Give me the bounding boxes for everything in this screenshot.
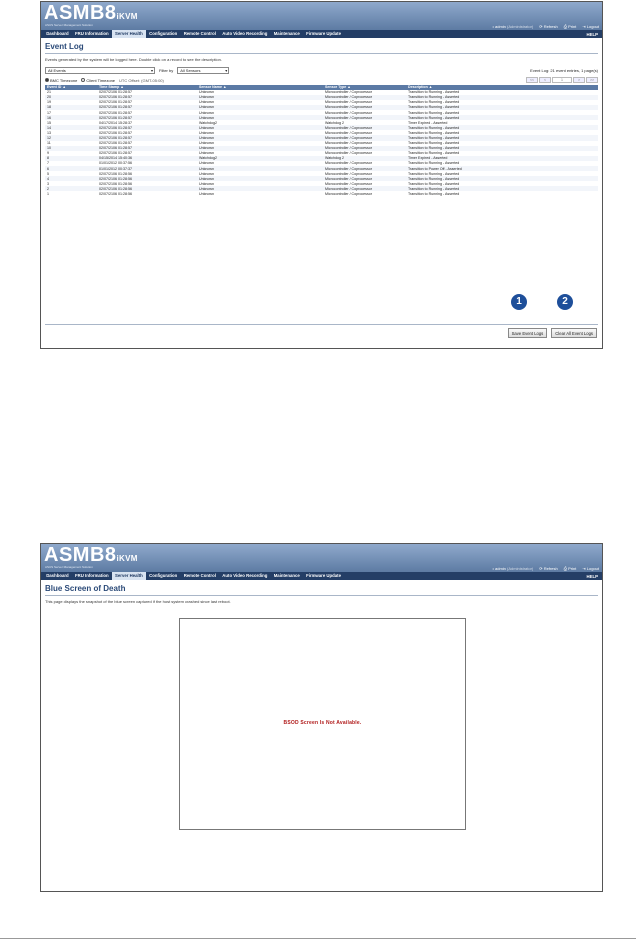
logout-link[interactable]: ⇥ Logout bbox=[582, 24, 599, 29]
cell-sensor-type: Microcontroller / Coprocessor bbox=[323, 105, 406, 110]
cell-event-id: 19 bbox=[47, 100, 51, 105]
cell-time-stamp: 02/07/2106 01:28:56 bbox=[99, 192, 132, 197]
cell-time-stamp: 01/01/2012 00:37:37 bbox=[97, 166, 197, 171]
cell-time-stamp: 02/07/2106 01:28:56 bbox=[97, 186, 197, 191]
cell-sensor-type: Microcontroller / Coprocessor bbox=[325, 100, 372, 105]
tab-dashboard[interactable]: Dashboard bbox=[46, 573, 69, 578]
cell-description: Timer Expired - Asserted bbox=[406, 156, 598, 161]
cell-time-stamp: 02/07/2106 01:28:56 bbox=[99, 171, 132, 176]
callout-2: 2 bbox=[557, 294, 573, 310]
cell-sensor-name: Unknown bbox=[197, 105, 323, 110]
bottom-divider bbox=[45, 324, 598, 325]
logo: ASMB8iKVM bbox=[44, 544, 138, 566]
cell-sensor-type: Microcontroller / Coprocessor bbox=[323, 125, 406, 130]
tab-server-health[interactable]: Server Health bbox=[112, 572, 146, 580]
cell-time-stamp: 02/07/2106 01:28:57 bbox=[99, 141, 132, 146]
logo: ASMB8iKVM bbox=[44, 2, 138, 24]
cell-time-stamp: 02/07/2106 01:28:57 bbox=[99, 151, 132, 156]
tab-remote-control[interactable]: Remote Control bbox=[183, 573, 216, 578]
cell-description: Transition to Running - Asserted bbox=[406, 176, 598, 181]
cell-sensor-name: Unknown bbox=[197, 115, 323, 120]
column-header-event-id[interactable]: Event ID ▲ bbox=[45, 85, 97, 90]
filter-by-label: Filter by bbox=[159, 68, 174, 73]
cell-event-id: 6 bbox=[45, 166, 97, 171]
action-buttons bbox=[508, 328, 597, 338]
cell-event-id: 20 bbox=[45, 95, 97, 100]
main-nav bbox=[41, 30, 602, 38]
cell-event-id: 5 bbox=[47, 171, 49, 176]
tagline: ASUS Server Management Solution bbox=[45, 565, 93, 569]
cell-event-id: 12 bbox=[45, 135, 97, 140]
cell-event-id: 7 bbox=[47, 161, 49, 166]
page-footer-divider bbox=[0, 938, 636, 939]
cell-sensor-name: Unknown bbox=[199, 90, 214, 95]
cell-sensor-name: Unknown bbox=[197, 166, 323, 171]
cell-sensor-type: Microcontroller / Coprocessor bbox=[325, 110, 372, 115]
cell-sensor-type: Microcontroller / Coprocessor bbox=[323, 176, 406, 181]
event-type-select[interactable]: All Events ▾ bbox=[45, 67, 155, 74]
cell-description: Transition to Running - Asserted bbox=[406, 135, 598, 140]
cell-time-stamp: 02/07/2106 01:28:57 bbox=[99, 130, 132, 135]
tab-fru-information[interactable]: FRU Information bbox=[75, 573, 109, 578]
column-header-sensor-type[interactable]: Sensor Type ▲ bbox=[323, 85, 406, 90]
cell-sensor-name: Unknown bbox=[199, 110, 214, 115]
column-header-sensor-name[interactable]: Sensor Name ▲ bbox=[197, 85, 323, 90]
cell-sensor-name: Unknown bbox=[197, 146, 323, 151]
cell-time-stamp: 02/07/2106 01:28:57 bbox=[99, 110, 132, 115]
radio-checked-icon bbox=[45, 78, 49, 82]
main-nav bbox=[41, 572, 602, 580]
bsod-snapshot-frame bbox=[179, 618, 466, 830]
tagline: ASUS Server Management Solution bbox=[45, 23, 93, 27]
cell-time-stamp: 02/07/2106 01:28:57 bbox=[97, 105, 197, 110]
cell-description: Transition to Running - Asserted bbox=[406, 105, 598, 110]
cell-sensor-type: Microcontroller / Coprocessor bbox=[323, 146, 406, 151]
cell-event-id: 16 bbox=[45, 115, 97, 120]
cell-sensor-name: Unknown bbox=[199, 181, 214, 186]
cell-sensor-type: Watchdog 2 bbox=[323, 156, 406, 161]
cell-time-stamp: 02/07/2106 01:28:57 bbox=[97, 115, 197, 120]
clear-all-event-logs-button[interactable]: Clear All Event Logs bbox=[551, 328, 597, 338]
event-log-body bbox=[45, 90, 598, 197]
cell-sensor-type: Microcontroller / Coprocessor bbox=[325, 141, 372, 146]
cell-time-stamp: 02/07/2106 01:28:56 bbox=[99, 181, 132, 186]
cell-sensor-name: Watchdog2 bbox=[197, 156, 323, 161]
prev-page-button[interactable]: < bbox=[539, 77, 551, 83]
cell-sensor-type: Microcontroller / Coprocessor bbox=[325, 192, 372, 197]
filter-row bbox=[41, 65, 602, 76]
cell-event-id: 14 bbox=[45, 125, 97, 130]
page-title: Blue Screen of Death bbox=[45, 584, 126, 593]
callout-1: 1 bbox=[511, 294, 527, 310]
cell-description: Transition to Running - Asserted bbox=[408, 192, 460, 197]
page-description: This page displays the snapshot of the blue screen captured if the host system crashed since last reboot. bbox=[45, 599, 231, 604]
cell-time-stamp: 04/17/2014 15:28:37 bbox=[99, 120, 132, 125]
event-log-screenshot bbox=[40, 1, 603, 349]
bsod-screenshot bbox=[40, 543, 603, 892]
cell-description: Transition to Running - Asserted bbox=[408, 151, 460, 156]
utc-offset: UTC Offset: (GMT-05:00) bbox=[119, 77, 164, 83]
cell-sensor-name: Unknown bbox=[197, 135, 323, 140]
cell-sensor-type: Microcontroller / Coprocessor bbox=[325, 161, 372, 166]
tab-remote-control[interactable]: Remote Control bbox=[183, 31, 216, 36]
cell-time-stamp: 01/01/2012 00:37:56 bbox=[99, 161, 132, 166]
cell-time-stamp: 02/07/2106 01:28:57 bbox=[99, 90, 132, 95]
table-row[interactable] bbox=[45, 191, 598, 196]
first-page-button[interactable]: << bbox=[526, 77, 538, 83]
pager bbox=[526, 77, 598, 83]
cell-sensor-type: Microcontroller / Coprocessor bbox=[325, 151, 372, 156]
user-bar bbox=[492, 566, 599, 571]
tab-firmware-update[interactable]: Firmware Update bbox=[306, 31, 341, 36]
last-page-button[interactable]: >> bbox=[586, 77, 598, 83]
cell-description: Transition to Running - Asserted bbox=[406, 125, 598, 130]
user-bar bbox=[492, 24, 599, 29]
print-link[interactable]: ⎙ Print bbox=[563, 24, 577, 29]
cell-sensor-name: Unknown bbox=[199, 151, 214, 156]
cell-sensor-name: Unknown bbox=[197, 186, 323, 191]
help-link[interactable]: HELP bbox=[586, 31, 598, 37]
cell-time-stamp: 02/07/2106 01:28:57 bbox=[99, 100, 132, 105]
page-number-input[interactable]: 1 bbox=[552, 77, 572, 83]
cell-description: Transition to Running - Asserted bbox=[408, 100, 460, 105]
cell-description: Transition to Running - Asserted bbox=[408, 161, 460, 166]
chevron-down-icon: ▾ bbox=[150, 68, 153, 73]
cell-description: Transition to Running - Asserted bbox=[408, 90, 460, 95]
cell-event-id: 2 bbox=[45, 186, 97, 191]
cell-sensor-name: Unknown bbox=[199, 192, 214, 197]
cell-event-id: 8 bbox=[45, 156, 97, 161]
header-banner bbox=[41, 2, 602, 30]
cell-sensor-name: Unknown bbox=[199, 130, 214, 135]
cell-event-id: 10 bbox=[45, 146, 97, 151]
print-link[interactable]: ⎙ Print bbox=[563, 566, 577, 571]
cell-time-stamp: 02/07/2106 01:28:56 bbox=[97, 176, 197, 181]
callouts bbox=[511, 294, 573, 310]
cell-description: Transition to Running - Asserted bbox=[406, 146, 598, 151]
tab-configuration[interactable]: Configuration bbox=[149, 31, 178, 36]
cell-sensor-type: Microcontroller / Coprocessor bbox=[323, 166, 406, 171]
client-timezone-radio[interactable]: Client Timezone bbox=[81, 78, 115, 83]
tab-auto-video-recording[interactable]: Auto Video Recording bbox=[222, 573, 268, 578]
cell-description: Transition to Power Off - Asserted bbox=[406, 166, 598, 171]
cell-sensor-name: Unknown bbox=[197, 125, 323, 130]
cell-description: Transition to Running - Asserted bbox=[408, 181, 460, 186]
cell-event-id: 17 bbox=[47, 110, 51, 115]
cell-time-stamp: 02/07/2106 01:28:57 bbox=[97, 135, 197, 140]
chevron-down-icon: ▾ bbox=[225, 68, 228, 73]
cell-sensor-name: Unknown bbox=[197, 176, 323, 181]
tab-firmware-update[interactable]: Firmware Update bbox=[306, 573, 341, 578]
column-header-description[interactable]: Description ▲ bbox=[406, 85, 598, 90]
cell-description: Transition to Running - Asserted bbox=[408, 171, 460, 176]
tab-fru-information[interactable]: FRU Information bbox=[75, 31, 109, 36]
tab-configuration[interactable]: Configuration bbox=[149, 573, 178, 578]
cell-sensor-type: Watchdog 2 bbox=[325, 120, 345, 125]
cell-sensor-name: Unknown bbox=[199, 100, 214, 105]
cell-sensor-name: Unknown bbox=[197, 95, 323, 100]
cell-event-id: 21 bbox=[47, 90, 51, 95]
tab-server-health[interactable]: Server Health bbox=[112, 30, 146, 38]
cell-sensor-type: Microcontroller / Coprocessor bbox=[323, 115, 406, 120]
cell-time-stamp: 02/07/2106 01:28:57 bbox=[97, 125, 197, 130]
cell-description: Transition to Running - Asserted bbox=[406, 115, 598, 120]
cell-event-id: 11 bbox=[47, 141, 51, 146]
save-event-logs-button[interactable]: Save Event Logs bbox=[508, 328, 548, 338]
cell-event-id: 15 bbox=[47, 120, 51, 125]
cell-description: Transition to Running - Asserted bbox=[406, 186, 598, 191]
cell-sensor-name: Unknown bbox=[199, 171, 214, 176]
tab-maintenance[interactable]: Maintenance bbox=[273, 31, 300, 36]
cell-sensor-type: Microcontroller / Coprocessor bbox=[323, 135, 406, 140]
cell-sensor-type: Microcontroller / Coprocessor bbox=[323, 186, 406, 191]
cell-sensor-name: Unknown bbox=[199, 161, 214, 166]
event-log-table bbox=[45, 85, 598, 197]
cell-time-stamp: 02/07/2106 01:28:57 bbox=[97, 95, 197, 100]
next-page-button[interactable]: > bbox=[573, 77, 585, 83]
refresh-link[interactable]: ⟳ Refresh bbox=[539, 24, 558, 29]
cell-description: Timer Expired - Asserted bbox=[408, 120, 448, 125]
tab-maintenance[interactable]: Maintenance bbox=[273, 573, 300, 578]
logout-link[interactable]: ⇥ Logout bbox=[582, 566, 599, 571]
page-description: Events generated by the system will be logged here. Double click on a record to see the description. bbox=[45, 57, 222, 62]
cell-description: Transition to Running - Asserted bbox=[408, 141, 460, 146]
page-title: Event Log bbox=[45, 42, 84, 51]
cell-description: Transition to Running - Asserted bbox=[406, 95, 598, 100]
cell-sensor-type: Microcontroller / Coprocessor bbox=[325, 130, 372, 135]
cell-sensor-type: Microcontroller / Coprocessor bbox=[325, 181, 372, 186]
timezone-row bbox=[41, 76, 602, 84]
user-name: • admin (Administrator) bbox=[492, 24, 534, 29]
tab-dashboard[interactable]: Dashboard bbox=[46, 31, 69, 36]
column-header-time-stamp[interactable]: Time Stamp ▲ bbox=[97, 85, 197, 90]
cell-event-id: 9 bbox=[47, 151, 49, 156]
cell-sensor-name: Unknown bbox=[199, 141, 214, 146]
cell-event-id: 4 bbox=[45, 176, 97, 181]
cell-description: Transition to Running - Asserted bbox=[408, 110, 460, 115]
cell-time-stamp: 04/15/2014 15:40:36 bbox=[97, 156, 197, 161]
cell-sensor-type: Microcontroller / Coprocessor bbox=[323, 95, 406, 100]
event-count: Event Log: 21 event entries, 1 page(s) bbox=[530, 68, 598, 73]
cell-event-id: 3 bbox=[47, 181, 49, 186]
cell-sensor-type: Microcontroller / Coprocessor bbox=[325, 171, 372, 176]
sensor-select[interactable]: All Sensors ▾ bbox=[177, 67, 229, 74]
radio-unchecked-icon bbox=[81, 78, 85, 82]
bsod-unavailable-message: BSOD Screen Is Not Available. bbox=[283, 720, 362, 726]
cell-event-id: 13 bbox=[47, 130, 51, 135]
cell-sensor-type: Microcontroller / Coprocessor bbox=[325, 90, 372, 95]
tab-auto-video-recording[interactable]: Auto Video Recording bbox=[222, 31, 268, 36]
cell-time-stamp: 02/07/2106 01:28:57 bbox=[97, 146, 197, 151]
header-banner bbox=[41, 544, 602, 572]
cell-description: Transition to Running - Asserted bbox=[408, 130, 460, 135]
user-name: • admin (Administrator) bbox=[492, 566, 534, 571]
cell-event-id: 1 bbox=[47, 192, 49, 197]
cell-sensor-name: Watchdog2 bbox=[199, 120, 218, 125]
refresh-link[interactable]: ⟳ Refresh bbox=[539, 566, 558, 571]
bmc-timezone-radio[interactable]: BMC Timezone bbox=[45, 78, 77, 83]
help-link[interactable]: HELP bbox=[586, 573, 598, 579]
cell-event-id: 18 bbox=[45, 105, 97, 110]
